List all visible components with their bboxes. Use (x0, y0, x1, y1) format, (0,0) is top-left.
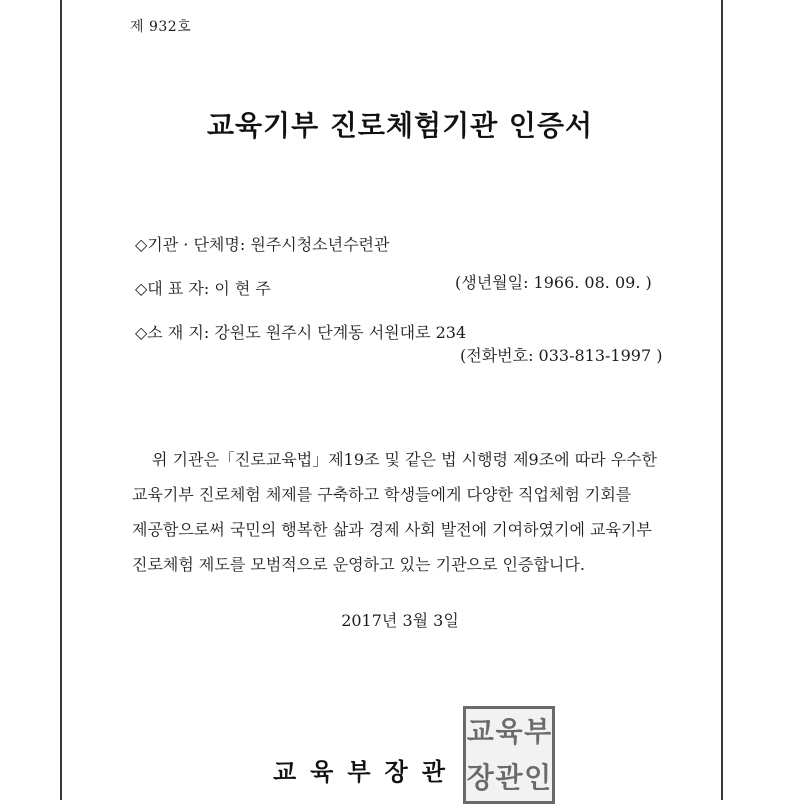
body-line: 제공함으로써 국민의 행복한 삶과 경제 사회 발전에 기여하였기에 교육기부 (132, 520, 652, 539)
body-line: 위 기관은「진로교육법」제19조 및 같은 법 시행령 제9조에 따라 우수한 (152, 450, 658, 469)
organization-row (135, 232, 389, 255)
address-label: ◇소 재 지: (135, 323, 210, 342)
address-row (135, 320, 466, 343)
certificate-title: 교육기부 진로체험기관 인증서 (206, 109, 594, 142)
issuer-name: 교육부장관 (273, 758, 459, 786)
issue-date: 2017년 3월 3일 (341, 611, 459, 630)
organization-label: ◇기관 · 단체명: (135, 235, 246, 254)
organization-value: 원주시청소년수련관 (250, 235, 390, 254)
body-line: 진로체험 제도를 모범적으로 운영하고 있는 기관으로 인증합니다. (132, 555, 585, 574)
representative-value: 이 현 주 (214, 279, 271, 298)
birth-date: (생년월일: 1966. 08. 09. ) (455, 273, 652, 292)
body-line: 교육기부 진로체험 체제를 구축하고 학생들에게 다양한 직업체험 기회를 (132, 485, 632, 504)
representative-label: ◇대 표 자: (135, 279, 210, 298)
representative-row (135, 276, 271, 299)
phone-number: (전화번호: 033-813-1997 ) (460, 346, 663, 365)
document-number: 제 932호 (130, 19, 192, 35)
certificate-body (132, 442, 672, 582)
address-value: 강원도 원주시 단계동 서원대로 234 (214, 323, 467, 342)
official-seal: 교 육 부 장 관 인 (463, 706, 555, 804)
